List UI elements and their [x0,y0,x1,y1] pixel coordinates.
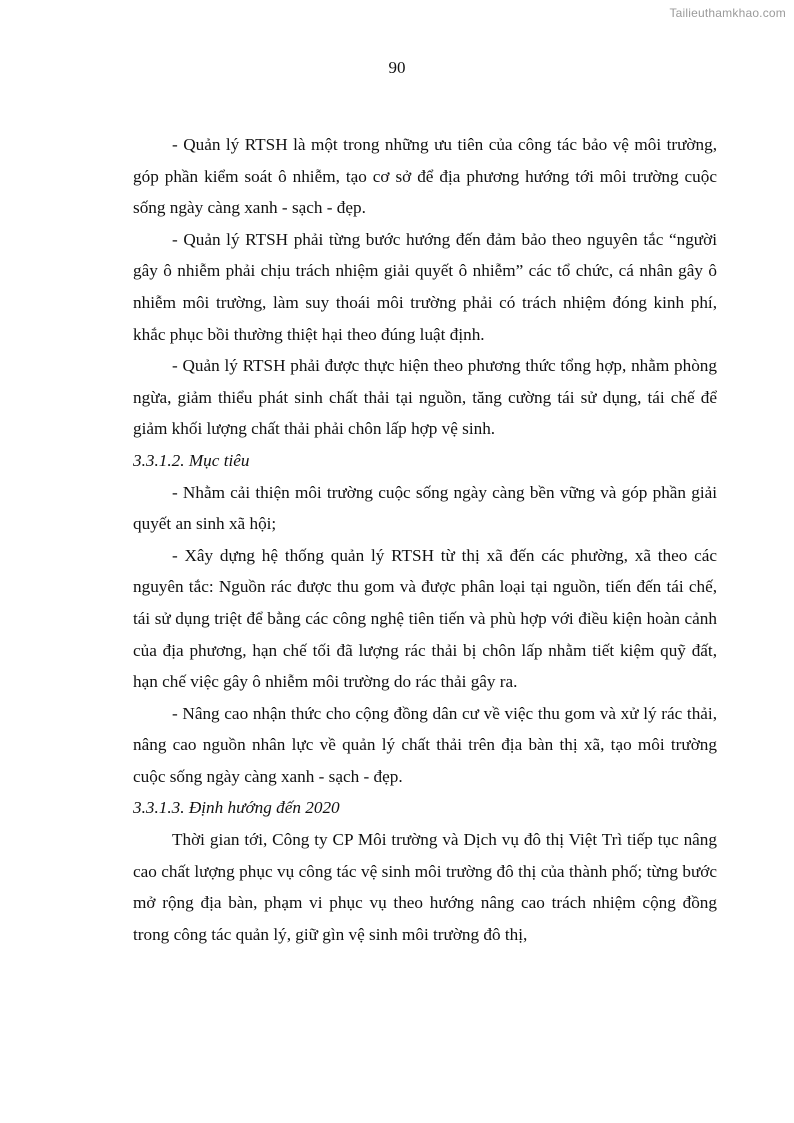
watermark-text: Tailieuthamkhao.com [669,6,786,20]
page-number: 90 [388,58,406,77]
paragraph-principle-priority: - Quản lý RTSH là một trong những ưu tiên của công tác bảo vệ môi trường, góp phần kiểm soát ô nhiễm, tạo cơ sở để địa phương hướng tới môi trường cuộc sống ngày càng xanh - sạch - đẹp. [133,135,717,218]
paragraph-objective-environment: - Nhằm cải thiện môi trường cuộc sống ngày càng bền vững và góp phần giải quyết an sinh xã hội; [133,482,717,534]
document-body [133,129,717,950]
paragraph-objective-awareness: - Nâng cao nhận thức cho cộng đồng dân cư về việc thu gom và xử lý rác thải, nâng cao nguồn nhân lực về quản lý chất thải trên địa bàn thị xã, tạo môi trường cuộc sống ngày càng xanh - sạch - đẹp. [133,703,717,786]
section-heading-orientation: 3.3.1.3. Định hướng đến 2020 [133,798,340,818]
paragraph-principle-polluter-pays: - Quản lý RTSH phải từng bước hướng đến đảm bảo theo nguyên tắc “người gây ô nhiễm phải chịu trách nhiệm giải quyết ô nhiễm” các tổ chức, cá nhân gây ô nhiễm môi trường, làm suy thoái môi trường phải có trách nhiệm đóng kinh phí, khắc phục bồi thường thiệt hại theo đúng luật định. [133,229,717,344]
section-heading-objectives: 3.3.1.2. Mục tiêu [133,450,250,470]
paragraph-orientation: Thời gian tới, Công ty CP Môi trường và Dịch vụ đô thị Việt Trì tiếp tục nâng cao chất lượng phục vụ công tác vệ sinh môi trường đô thị của thành phố; từng bước mở rộng địa bàn, phạm vi phục vụ theo hướng nâng cao trách nhiệm cộng đồng trong công tác quản lý, giữ gìn vệ sinh môi trường đô thị, [133,830,717,944]
paragraph-objective-system: - Xây dựng hệ thống quản lý RTSH từ thị xã đến các phường, xã theo các nguyên tắc: Nguồn rác được thu gom và được phân loại tại nguồn, tiến đến tái chế, tái sử dụng triệt để bằng các công nghệ tiên tiến và phù hợp với điều kiện hoàn cảnh của địa phương, hạn chế tối đã lượng rác thải bị chôn lấp nhằm tiết kiệm quỹ đất, hạn chế việc gây ô nhiễm môi trường do rác thải gây ra. [133,545,717,692]
paragraph-principle-integrated: - Quản lý RTSH phải được thực hiện theo phương thức tổng hợp, nhằm phòng ngừa, giảm thiểu phát sinh chất thải tại nguồn, tăng cường tái sử dụng, tái chế để giảm khối lượng chất thải phải chôn lấp hợp vệ sinh. [133,356,717,439]
